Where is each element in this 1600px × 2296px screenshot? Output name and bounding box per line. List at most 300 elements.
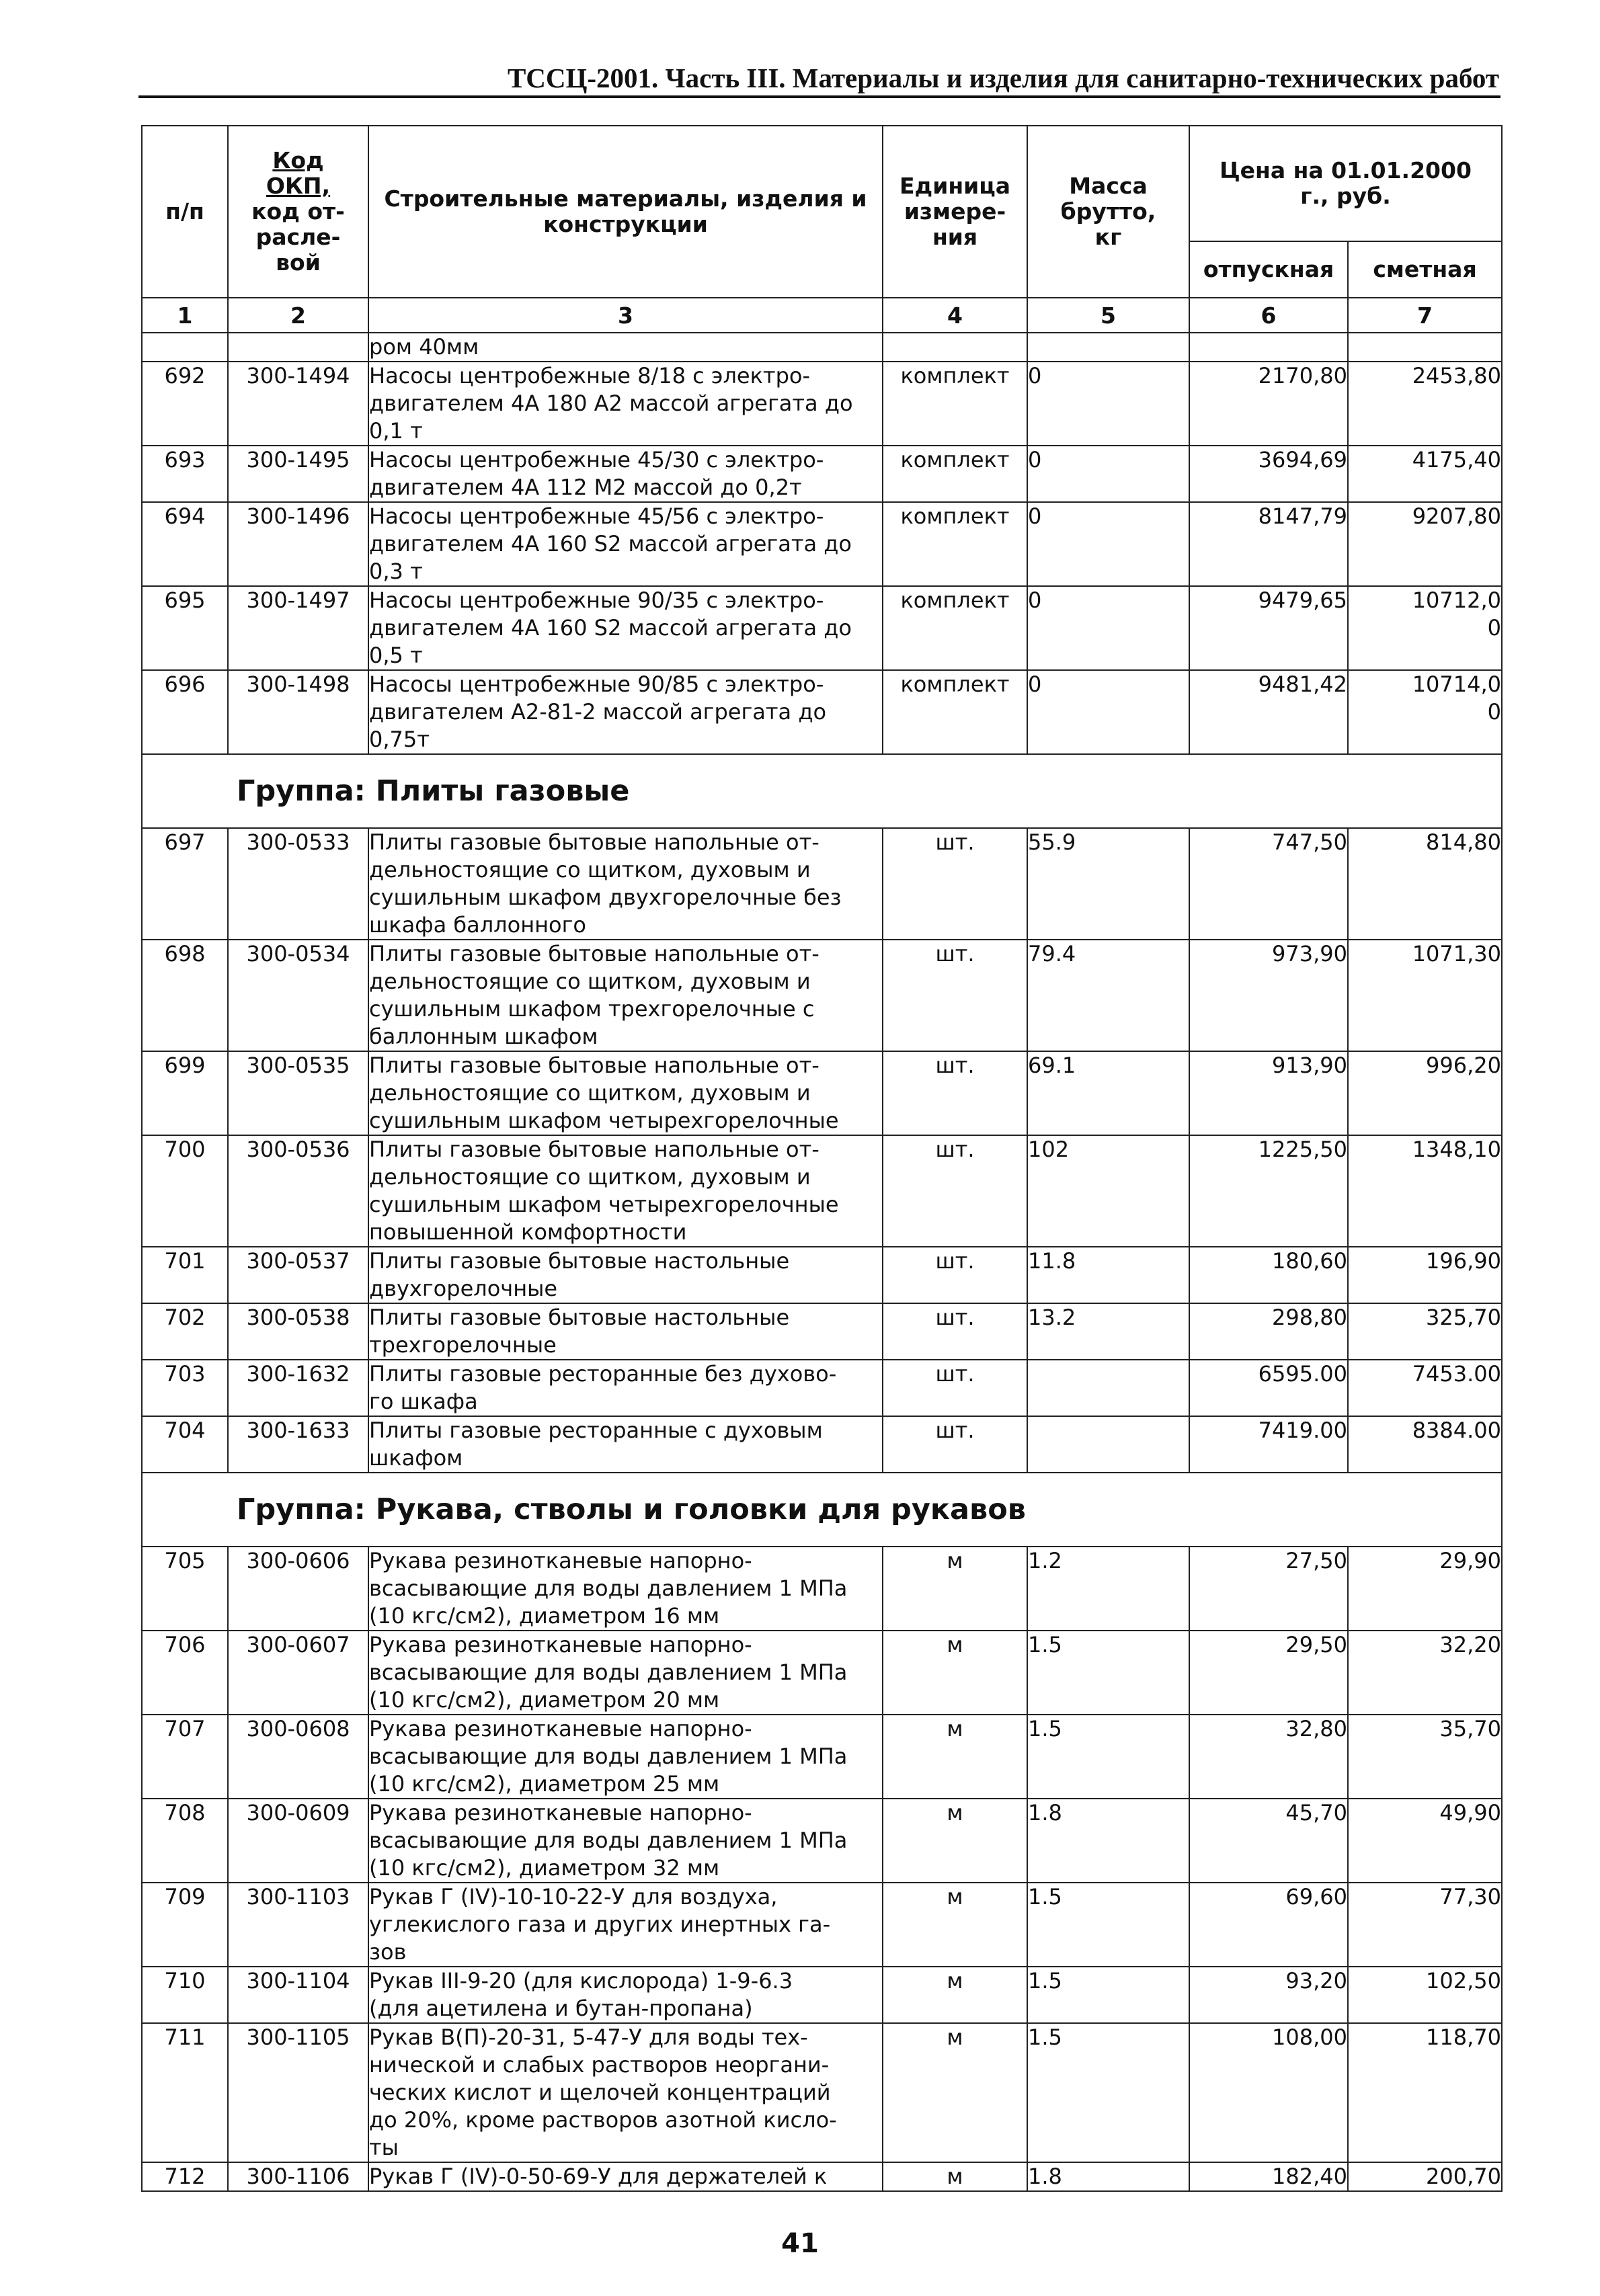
cell-name [368, 362, 883, 446]
cell-release-price: 6595.00 [1189, 1360, 1348, 1416]
cell-code: 300-1103 [228, 1883, 368, 1967]
name-line: нической и слабых растворов неоргани- [369, 2052, 830, 2078]
cell-estimate-price [1348, 1303, 1502, 1360]
running-head: ТССЦ-2001. Часть III. Материалы и изделия для санитарно-технических работ [507, 63, 1499, 93]
cell-release-price: 747,50 [1189, 828, 1348, 940]
cell-unit: комплект [883, 446, 1027, 502]
cell-estimate-price [1348, 1360, 1502, 1416]
cell-no: 702 [142, 1303, 228, 1360]
header-unit [883, 126, 1027, 298]
cell-unit: м [883, 1715, 1027, 1799]
column-number: 4 [883, 298, 1027, 333]
header-estimate-price: сметная [1348, 241, 1502, 298]
cell-unit: м [883, 1631, 1027, 1715]
name-line: всасывающие для воды давлением 1 МПа [369, 1575, 848, 1601]
cell-no: 704 [142, 1416, 228, 1473]
cell-no: 705 [142, 1547, 228, 1631]
name-line: Рукав Г (IV)-0-50-69-У для держателей к [369, 2164, 828, 2189]
table-row [142, 1967, 1502, 2023]
table-row [142, 1799, 1502, 1883]
cell-code: 300-0538 [228, 1303, 368, 1360]
name-line: (10 кгс/см2), диаметром 32 мм [369, 1855, 720, 1881]
estimate-price-line: 32,20 [1439, 1632, 1502, 1657]
cell-release-price: 180,60 [1189, 1247, 1348, 1303]
header-code-line: расле- [255, 223, 341, 250]
estimate-price-line: 196,90 [1426, 1248, 1502, 1274]
cell-unit: шт. [883, 1360, 1027, 1416]
name-line: дельностоящие со щитком, духовым и [369, 1080, 811, 1106]
cell-code: 300-0533 [228, 828, 368, 940]
table-row [142, 1416, 1502, 1473]
table-row [142, 362, 1502, 446]
cell-release-price: 8147,79 [1189, 502, 1348, 586]
estimate-price-line: 118,70 [1426, 2024, 1502, 2050]
name-line: Насосы центробежные 90/85 с электро- [369, 671, 824, 697]
table-row [142, 670, 1502, 754]
cell-name [368, 1547, 883, 1631]
cell-no: 710 [142, 1967, 228, 2023]
cell-code: 300-1498 [228, 670, 368, 754]
cell-mass: 1.5 [1027, 1715, 1189, 1799]
name-line: Насосы центробежные 45/30 с электро- [369, 447, 824, 473]
cell-unit: м [883, 1883, 1027, 1967]
estimate-price-line: 325,70 [1426, 1305, 1502, 1330]
name-line: Рукава резинотканевые напорно- [369, 1716, 752, 1741]
header-name-line: конструкции [543, 211, 708, 237]
cell-code: 300-0606 [228, 1547, 368, 1631]
cell-name [368, 2023, 883, 2162]
name-line: всасывающие для воды давлением 1 МПа [369, 1828, 848, 1853]
cell-mass: 11.8 [1027, 1247, 1189, 1303]
cell-release-price: 1225,50 [1189, 1135, 1348, 1247]
estimate-price-line: 49,90 [1439, 1800, 1502, 1826]
page-number: 41 [781, 2228, 819, 2259]
name-line: 0,1 т [369, 418, 423, 444]
cell-mass [1027, 1360, 1189, 1416]
name-line: двигателем 4А 180 А2 массой агрегата до [369, 391, 853, 416]
cell-release-price: 45,70 [1189, 1799, 1348, 1883]
cell-no: 701 [142, 1247, 228, 1303]
name-line: 0,75т [369, 727, 430, 752]
name-line: повышенной комфортности [369, 1219, 687, 1245]
cell-estimate-price [1348, 502, 1502, 586]
name-line: го шкафа [369, 1389, 478, 1414]
cell-unit: шт. [883, 1247, 1027, 1303]
estimate-price-line: 35,70 [1439, 1716, 1502, 1741]
cell-mass [1027, 1416, 1189, 1473]
cell-mass: 1.5 [1027, 1883, 1189, 1967]
cell-estimate-price [1348, 333, 1502, 362]
name-line: Рукав Г (IV)-10-10-22-У для воздуха, [369, 1884, 778, 1910]
cell-no: 696 [142, 670, 228, 754]
cell-unit: шт. [883, 940, 1027, 1051]
table-row [142, 1051, 1502, 1135]
cell-estimate-price [1348, 1247, 1502, 1303]
cell-code: 300-1494 [228, 362, 368, 446]
cell-name [368, 828, 883, 940]
name-line: дельностоящие со щитком, духовым и [369, 857, 811, 883]
name-line: ты [369, 2135, 399, 2160]
cell-name [368, 1799, 883, 1883]
cell-estimate-price [1348, 446, 1502, 502]
cell-code [228, 333, 368, 362]
cell-release-price: 913,90 [1189, 1051, 1348, 1135]
cell-release-price: 182,40 [1189, 2162, 1348, 2191]
cell-no: 699 [142, 1051, 228, 1135]
cell-name [368, 502, 883, 586]
name-line: Рукав В(П)-20-31, 5-47-У для воды тех- [369, 2024, 808, 2050]
cell-code: 300-1632 [228, 1360, 368, 1416]
name-line: шкафа баллонного [369, 912, 586, 938]
cell-mass: 0 [1027, 586, 1189, 670]
header-code [228, 126, 368, 298]
cell-mass: 1.8 [1027, 2162, 1189, 2191]
cell-name [368, 1303, 883, 1360]
name-line: Плиты газовые бытовые настольные [369, 1248, 790, 1274]
cell-mass: 1.2 [1027, 1547, 1189, 1631]
name-line: двигателем 4А 160 S2 массой агрегата до [369, 531, 852, 557]
cell-code: 300-1105 [228, 2023, 368, 2162]
estimate-price-line: 8384.00 [1412, 1418, 1502, 1443]
name-line: дельностоящие со щитком, духовым и [369, 969, 811, 994]
estimate-price-line: 996,20 [1426, 1053, 1502, 1078]
cell-no: 693 [142, 446, 228, 502]
cell-estimate-price [1348, 1051, 1502, 1135]
group-title: Группа: Рукава, стволы и головки для рукавов [142, 1473, 1502, 1547]
name-line: (10 кгс/см2), диаметром 16 мм [369, 1603, 720, 1629]
cell-unit: шт. [883, 1051, 1027, 1135]
cell-mass: 0 [1027, 670, 1189, 754]
estimate-price-line: 0 [1487, 699, 1502, 725]
header-price [1189, 126, 1502, 241]
cell-estimate-price [1348, 1967, 1502, 2023]
table-row [142, 828, 1502, 940]
table-row [142, 586, 1502, 670]
cell-no: 700 [142, 1135, 228, 1247]
name-line: двухгорелочные [369, 1276, 558, 1301]
cell-name [368, 446, 883, 502]
cell-estimate-price [1348, 940, 1502, 1051]
name-line: Плиты газовые ресторанные без духово- [369, 1361, 837, 1387]
table-row [142, 1247, 1502, 1303]
estimate-price-line: 9207,80 [1412, 503, 1502, 529]
table-row [142, 1303, 1502, 1360]
name-line: двигателем 4А 160 S2 массой агрегата до [369, 615, 852, 641]
name-line: Рукава резинотканевые напорно- [369, 1800, 752, 1826]
header-unit-line: Единица [899, 173, 1010, 200]
name-line: шкафом [369, 1445, 463, 1471]
cell-code: 300-0534 [228, 940, 368, 1051]
cell-estimate-price [1348, 670, 1502, 754]
cell-mass: 55.9 [1027, 828, 1189, 940]
cell-name [368, 1247, 883, 1303]
header-code-line: ОКП, [266, 173, 331, 200]
cell-code: 300-1104 [228, 1967, 368, 2023]
name-line: всасывающие для воды давлением 1 МПа [369, 1744, 848, 1769]
header-code-line: вой [276, 249, 321, 276]
header-release-price: отпускная [1189, 241, 1348, 298]
cell-code: 300-0607 [228, 1631, 368, 1715]
cell-release-price: 7419.00 [1189, 1416, 1348, 1473]
name-line: Насосы центробежные 45/56 с электро- [369, 503, 824, 529]
cell-unit: шт. [883, 1416, 1027, 1473]
cell-unit: шт. [883, 1303, 1027, 1360]
cell-estimate-price [1348, 362, 1502, 446]
header-mass [1027, 126, 1189, 298]
table-row [142, 940, 1502, 1051]
estimate-price-line: 10714,0 [1412, 671, 1502, 697]
name-line: баллонным шкафом [369, 1024, 598, 1049]
cell-no: 698 [142, 940, 228, 1051]
table-body [142, 333, 1502, 2191]
cell-release-price: 973,90 [1189, 940, 1348, 1051]
estimate-price-line: 814,80 [1426, 829, 1502, 855]
table-row [142, 1135, 1502, 1247]
cell-release-price: 2170,80 [1189, 362, 1348, 446]
cell-unit [883, 333, 1027, 362]
cell-name [368, 1883, 883, 1967]
table-row [142, 1631, 1502, 1715]
cell-mass: 1.5 [1027, 1967, 1189, 2023]
cell-release-price: 29,50 [1189, 1631, 1348, 1715]
name-line: ром 40мм [369, 334, 479, 360]
cell-no: 712 [142, 2162, 228, 2191]
header-mass-line: кг [1094, 223, 1122, 250]
cell-release-price [1189, 333, 1348, 362]
cell-mass: 13.2 [1027, 1303, 1189, 1360]
cell-no: 706 [142, 1631, 228, 1715]
estimate-price-line: 10712,0 [1412, 587, 1502, 613]
cell-code: 300-0535 [228, 1051, 368, 1135]
cell-estimate-price [1348, 1799, 1502, 1883]
cell-name [368, 1051, 883, 1135]
cell-no: 697 [142, 828, 228, 940]
cell-unit: комплект [883, 670, 1027, 754]
cell-mass [1027, 333, 1189, 362]
estimate-price-line: 7453.00 [1412, 1361, 1502, 1387]
cell-release-price: 298,80 [1189, 1303, 1348, 1360]
table-row [142, 2023, 1502, 2162]
name-line: трехгорелочные [369, 1332, 557, 1358]
cell-mass: 79.4 [1027, 940, 1189, 1051]
cell-code: 300-1496 [228, 502, 368, 586]
cell-estimate-price [1348, 1135, 1502, 1247]
header-mass-line: Масса [1069, 173, 1148, 200]
estimate-price-line: 77,30 [1439, 1884, 1502, 1910]
cell-mass: 69.1 [1027, 1051, 1189, 1135]
cell-estimate-price [1348, 1547, 1502, 1631]
cell-mass: 1.5 [1027, 2023, 1189, 2162]
cell-code: 300-0609 [228, 1799, 368, 1883]
cell-code: 300-0537 [228, 1247, 368, 1303]
name-line: всасывающие для воды давлением 1 МПа [369, 1659, 848, 1685]
cell-unit: комплект [883, 362, 1027, 446]
cell-mass: 1.8 [1027, 1799, 1189, 1883]
name-line: сушильным шкафом трехгорелочные с [369, 996, 815, 1022]
header-rule [138, 95, 1501, 98]
column-number: 5 [1027, 298, 1189, 333]
cell-code: 300-1495 [228, 446, 368, 502]
cell-code: 300-1633 [228, 1416, 368, 1473]
header-name-line: Строительные материалы, изделия и [384, 186, 867, 212]
cell-name [368, 670, 883, 754]
name-line: зов [369, 1939, 407, 1965]
header-unit-line: ния [932, 223, 978, 250]
name-line: сушильным шкафом двухгорелочные без [369, 885, 842, 910]
column-number: 6 [1189, 298, 1348, 333]
cell-name [368, 940, 883, 1051]
cell-mass: 0 [1027, 362, 1189, 446]
header-code-line: код от- [251, 198, 345, 225]
name-line: углекислого газа и других инертных га- [369, 1912, 831, 1937]
name-line: (10 кгс/см2), диаметром 20 мм [369, 1687, 720, 1713]
cell-estimate-price [1348, 828, 1502, 940]
name-line: до 20%, кроме растворов азотной кисло- [369, 2107, 837, 2133]
cell-name [368, 586, 883, 670]
cell-estimate-price [1348, 2023, 1502, 2162]
name-line: ческих кислот и щелочей концентраций [369, 2080, 831, 2105]
name-line: Плиты газовые бытовые напольные от- [369, 941, 819, 967]
group-row [142, 1473, 1502, 1547]
cell-no: 694 [142, 502, 228, 586]
cell-name [368, 1416, 883, 1473]
table-row [142, 1360, 1502, 1416]
cell-code: 300-0536 [228, 1135, 368, 1247]
price-table [141, 125, 1503, 2192]
cell-release-price: 27,50 [1189, 1547, 1348, 1631]
name-line: 0,3 т [369, 559, 423, 584]
name-line: двигателем А2-81-2 массой агрегата до [369, 699, 827, 725]
name-line: Плиты газовые бытовые напольные от- [369, 1053, 819, 1078]
name-line: Рукав III-9-20 (для кислорода) 1-9-6.3 [369, 1968, 793, 1994]
name-line: (для ацетилена и бутан-пропана) [369, 1996, 753, 2021]
column-number: 3 [368, 298, 883, 333]
estimate-price-line: 102,50 [1426, 1968, 1502, 1994]
cell-release-price: 32,80 [1189, 1715, 1348, 1799]
header-price-line: г., руб. [1300, 183, 1391, 209]
cell-unit: м [883, 1967, 1027, 2023]
name-line: сушильным шкафом четырехгорелочные [369, 1108, 839, 1133]
cell-no: 707 [142, 1715, 228, 1799]
cell-release-price: 9481,42 [1189, 670, 1348, 754]
cell-no: 708 [142, 1799, 228, 1883]
cell-unit: м [883, 1547, 1027, 1631]
cell-mass: 1.5 [1027, 1631, 1189, 1715]
cell-unit: комплект [883, 586, 1027, 670]
cell-code: 300-1106 [228, 2162, 368, 2191]
header-code-line: Код [272, 147, 324, 174]
name-line: Плиты газовые бытовые напольные от- [369, 1137, 819, 1162]
cell-no: 709 [142, 1883, 228, 1967]
group-title: Группа: Плиты газовые [142, 754, 1502, 828]
cell-unit: м [883, 2162, 1027, 2191]
name-line: Рукава резинотканевые напорно- [369, 1548, 752, 1573]
estimate-price-line: 1071,30 [1412, 941, 1502, 967]
table-row [142, 2162, 1502, 2191]
cell-name [368, 1135, 883, 1247]
cell-name [368, 2162, 883, 2191]
cell-unit: м [883, 2023, 1027, 2162]
estimate-price-line: 200,70 [1426, 2164, 1502, 2189]
header-price-line: Цена на 01.01.2000 [1219, 157, 1472, 184]
cell-mass: 102 [1027, 1135, 1189, 1247]
table-row [142, 1547, 1502, 1631]
cell-code: 300-0608 [228, 1715, 368, 1799]
table-row [142, 502, 1502, 586]
cell-name [368, 333, 883, 362]
cell-release-price: 93,20 [1189, 1967, 1348, 2023]
name-line: двигателем 4А 112 М2 массой до 0,2т [369, 475, 802, 500]
cell-release-price: 3694,69 [1189, 446, 1348, 502]
estimate-price-line: 4175,40 [1412, 447, 1502, 473]
estimate-price-line: 29,90 [1439, 1548, 1502, 1573]
header-mass-line: брутто, [1060, 198, 1156, 225]
name-line: Насосы центробежные 90/35 с электро- [369, 587, 824, 613]
cell-no: 695 [142, 586, 228, 670]
cell-mass: 0 [1027, 502, 1189, 586]
cell-estimate-price [1348, 1416, 1502, 1473]
name-line: 0,5 т [369, 643, 423, 668]
cell-estimate-price [1348, 586, 1502, 670]
cell-release-price: 69,60 [1189, 1883, 1348, 1967]
cell-no [142, 333, 228, 362]
cell-estimate-price [1348, 2162, 1502, 2191]
name-line: дельностоящие со щитком, духовым и [369, 1164, 811, 1190]
name-line: Плиты газовые ресторанные с духовым [369, 1418, 823, 1443]
name-line: Насосы центробежные 8/18 с электро- [369, 363, 810, 388]
name-line: Плиты газовые бытовые напольные от- [369, 829, 819, 855]
cell-estimate-price [1348, 1631, 1502, 1715]
name-line: сушильным шкафом четырехгорелочные [369, 1192, 839, 1217]
column-number: 1 [142, 298, 228, 333]
continuation-row [142, 333, 1502, 362]
cell-unit: шт. [883, 828, 1027, 940]
table-row [142, 1715, 1502, 1799]
table-row [142, 1883, 1502, 1967]
cell-name [368, 1360, 883, 1416]
cell-name [368, 1715, 883, 1799]
name-line: (10 кгс/см2), диаметром 25 мм [369, 1771, 720, 1797]
header-no: п/п [142, 126, 228, 298]
estimate-price-line: 0 [1487, 615, 1502, 641]
cell-name [368, 1631, 883, 1715]
header-unit-line: измере- [904, 198, 1006, 225]
cell-release-price: 108,00 [1189, 2023, 1348, 2162]
cell-estimate-price [1348, 1715, 1502, 1799]
cell-estimate-price [1348, 1883, 1502, 1967]
column-number: 2 [228, 298, 368, 333]
cell-unit: комплект [883, 502, 1027, 586]
cell-release-price: 9479,65 [1189, 586, 1348, 670]
estimate-price-line: 2453,80 [1412, 363, 1502, 388]
name-line: Рукава резинотканевые напорно- [369, 1632, 752, 1657]
cell-unit: шт. [883, 1135, 1027, 1247]
group-row [142, 754, 1502, 828]
cell-mass: 0 [1027, 446, 1189, 502]
cell-name [368, 1967, 883, 2023]
header-name [368, 126, 883, 298]
cell-unit: м [883, 1799, 1027, 1883]
cell-no: 703 [142, 1360, 228, 1416]
name-line: Плиты газовые бытовые настольные [369, 1305, 790, 1330]
column-number: 7 [1348, 298, 1502, 333]
estimate-price-line: 1348,10 [1412, 1137, 1502, 1162]
table-header [142, 126, 1502, 333]
cell-code: 300-1497 [228, 586, 368, 670]
column-number-row [142, 298, 1502, 333]
cell-no: 711 [142, 2023, 228, 2162]
cell-no: 692 [142, 362, 228, 446]
